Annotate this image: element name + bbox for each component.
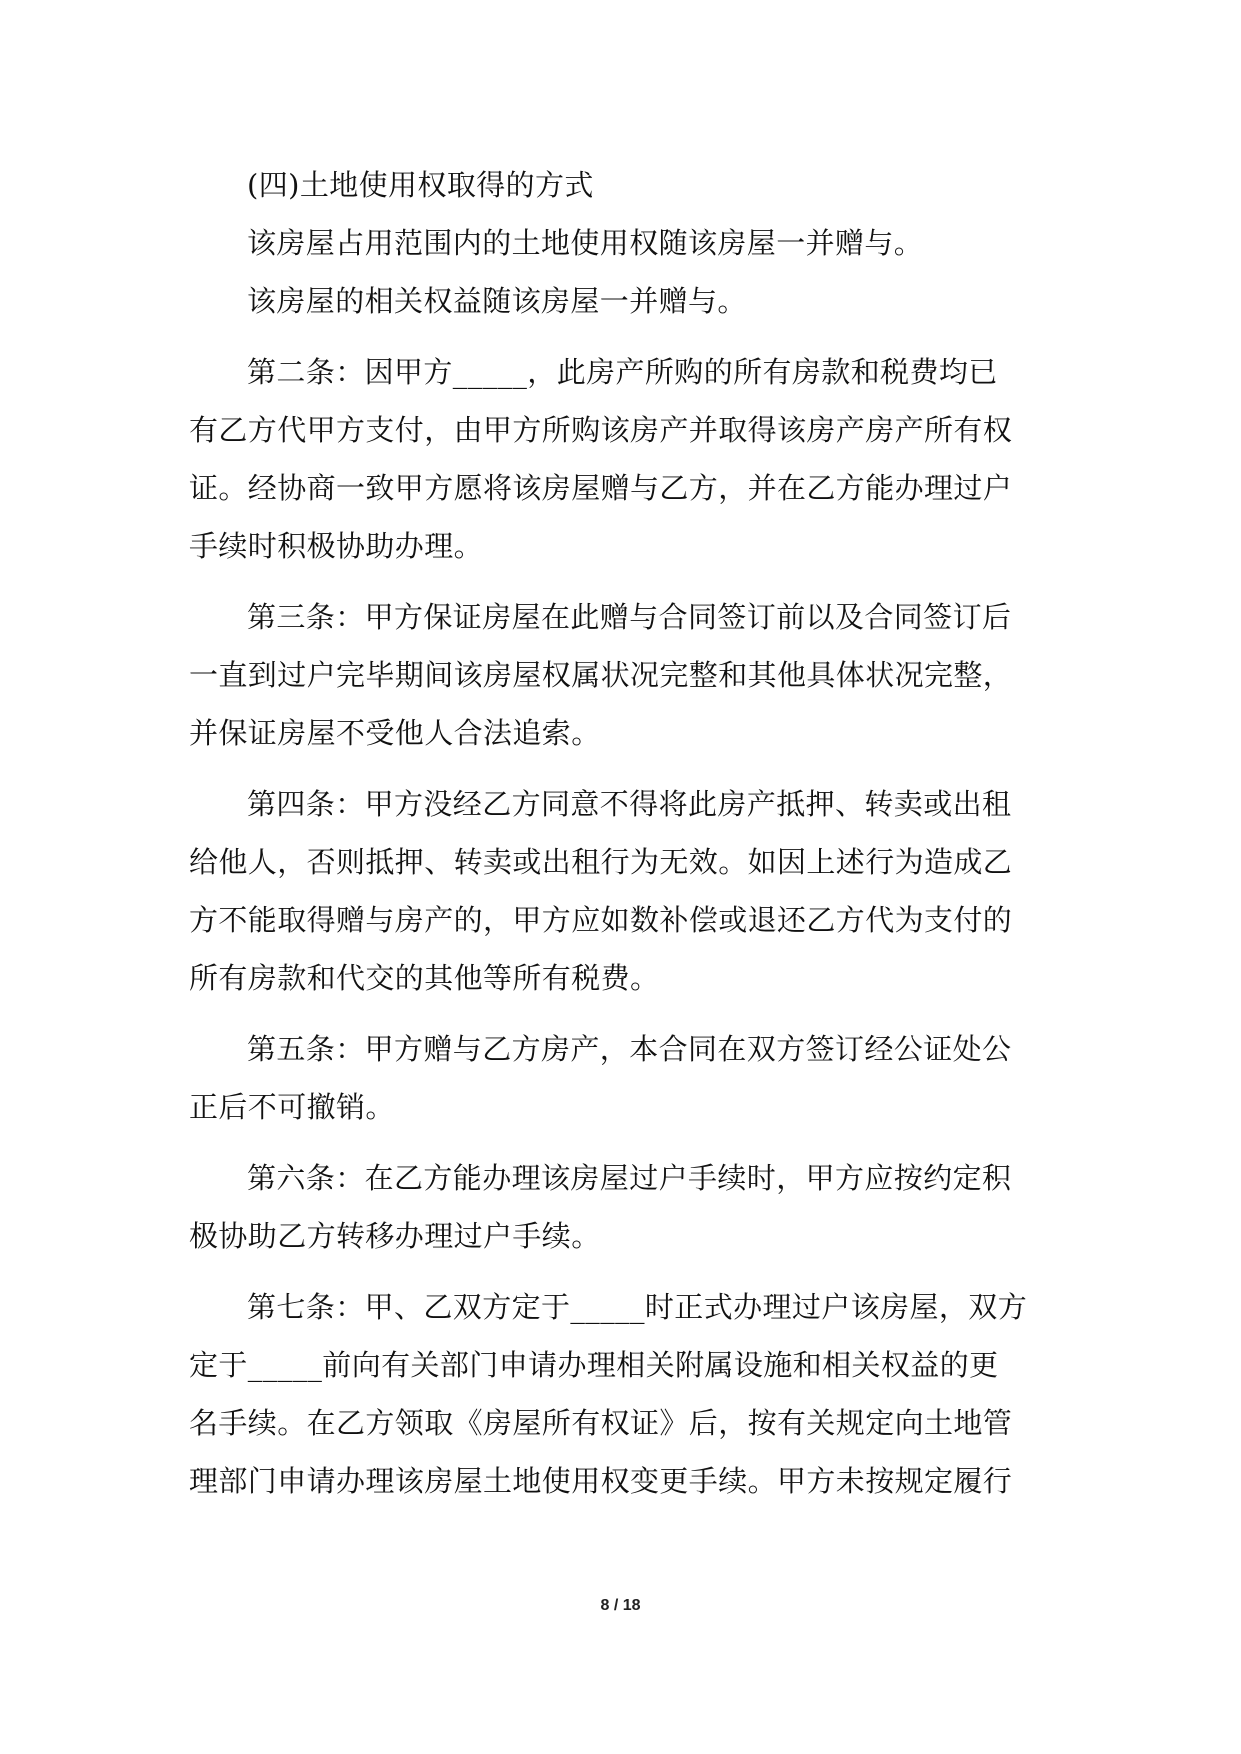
article-5-line: 正后不可撤销。 — [189, 1090, 395, 1124]
article-2-line: 第二条：因甲方_____，此房产所购的所有房款和税费均已 — [247, 355, 998, 389]
article-7-line: 理部门申请办理该房屋土地使用权变更手续。甲方未按规定履行 — [189, 1464, 1013, 1498]
article-6-line: 极协助乙方转移办理过户手续。 — [189, 1219, 601, 1253]
paragraph-gap — [189, 1136, 1049, 1149]
page-number: 8 / 18 — [600, 1597, 641, 1614]
article-7-line: 第七条：甲、乙双方定于_____时正式办理过户该房屋，双方 — [247, 1290, 1028, 1324]
article-4-line: 给他人，否则抵押、转卖或出租行为无效。如因上述行为造成乙 — [189, 845, 1013, 879]
paragraph-gap — [189, 1265, 1049, 1278]
article-3-line: 并保证房屋不受他人合法追索。 — [189, 716, 601, 750]
paragraph-line: 该房屋的相关权益随该房屋一并赠与。 — [247, 284, 747, 318]
paragraph-gap — [189, 762, 1049, 775]
section-heading-land-use-right: (四)土地使用权取得的方式 — [247, 168, 594, 202]
article-5-line: 第五条：甲方赠与乙方房产，本合同在双方签订经公证处公 — [247, 1032, 1012, 1066]
article-2-line: 有乙方代甲方支付，由甲方所购该房产并取得该房产房产所有权 — [189, 413, 1013, 447]
paragraph-gap — [189, 330, 1049, 343]
article-2-line: 证。经协商一致甲方愿将该房屋赠与乙方，并在乙方能办理过户 — [189, 471, 1013, 505]
article-4-line: 所有房款和代交的其他等所有税费。 — [189, 961, 660, 995]
article-2-line: 手续时积极协助办理。 — [189, 529, 484, 563]
article-3-line: 一直到过户完毕期间该房屋权属状况完整和其他具体状况完整， — [189, 658, 1013, 692]
article-7-line: 名手续。在乙方领取《房屋所有权证》后，按有关规定向土地管 — [189, 1406, 1013, 1440]
article-4-line: 方不能取得赠与房产的，甲方应如数补偿或退还乙方代为支付的 — [189, 903, 1013, 937]
paragraph-line: 该房屋占用范围内的土地使用权随该房屋一并赠与。 — [247, 226, 924, 260]
article-7-line: 定于_____前向有关部门申请办理相关附属设施和相关权益的更 — [189, 1348, 999, 1382]
paragraph-gap — [189, 575, 1049, 588]
article-4-line: 第四条：甲方没经乙方同意不得将此房产抵押、转卖或出租 — [247, 787, 1012, 821]
document-body — [189, 156, 1049, 1510]
article-3-line: 第三条：甲方保证房屋在此赠与合同签订前以及合同签订后 — [247, 600, 1012, 634]
article-6-line: 第六条：在乙方能办理该房屋过户手续时，甲方应按约定积 — [247, 1161, 1012, 1195]
paragraph-gap — [189, 1007, 1049, 1020]
